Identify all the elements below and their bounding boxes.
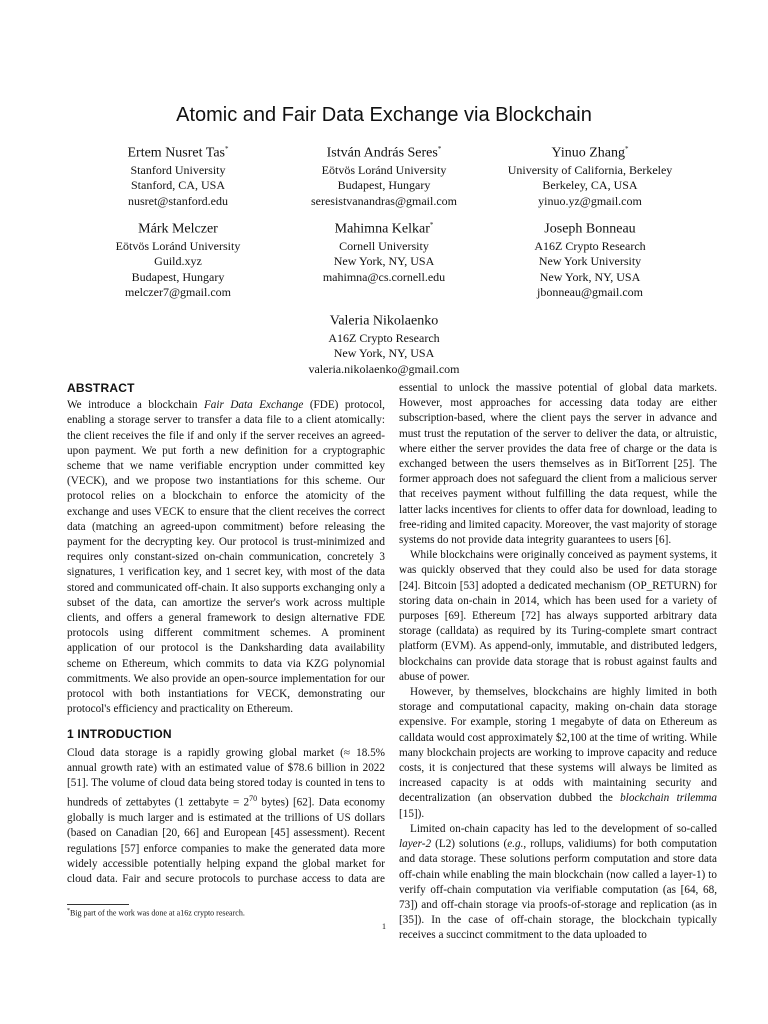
footnote [67, 906, 385, 919]
author-block [480, 216, 700, 301]
author-name: Márk Melczer [138, 221, 218, 237]
footnote-mark: * [67, 908, 70, 914]
author-block [68, 216, 288, 301]
author-block [274, 216, 494, 285]
left-column [67, 381, 385, 887]
author-affiliation: New York, NY, USA [539, 269, 641, 284]
author-affiliation: Berkeley, CA, USA [542, 178, 638, 193]
author-mark: * [225, 145, 229, 153]
author-block [274, 308, 494, 377]
intro-paragraph-4: Limited on-chain capacity has led to the development of so-called layer-2 (L2) solutions (e.g., rollups, validiums) for both computation and data storage. These solutions perform computation and store data off-chain while enabling the main blockchain (now called a layer-1) to verify off-chain computation via verifiable computation (as [64, 68, 73]) and off-chain storage via proofs-of-storage and replication (as in [35]). In the case of off-chain storage, the blockchain typically receives a succinct commitment to the data uploaded to [399, 822, 717, 942]
author-block [68, 140, 288, 209]
abstract-text: We introduce a blockchain Fair Data Exchange (FDE) protocol, enabling a storage server to transfer a data file to a client atomically: the client receives the file if and only if the server receives an agreed-upon payment. We put forth a new definition for a cryptographic scheme that we name verifiable encryption under committed key (VECK), and we propose two instantiations for this scheme. Our protocol relies on a blockchain to enforce the atomicity of the exchange and uses VECK to ensure that the client receives the correct data (matching an agreed-upon commitment) before releasing the payment for the decrypting key. Our protocol is trust-minimized and requires only constant-sized on-chain communication, concretely 3 signatures, 1 verification key, and 1 secret key, with most of the data stored and communicated off-chain. It also supports exchanging only a subset of the data, can amortize the server's work across multiple clients, and offers a general framework to design alternative FDE protocols using different commitment schemes. A prominent application of our protocol is the Danksharding data availability scheme on Ethereum, which commits to data via KZG polynomial commitments. We also provide an open-source implementation for our protocol with both instantiations for VECK, demonstrating our protocol's efficiency and practicality on Ethereum. [67, 399, 385, 716]
author-affiliation: New York University [538, 254, 642, 269]
intro-paragraph-1: Cloud data storage is a rapidly growing global market (≈ 18.5% annual growth rate) with an estimated value of $78.6 billion in 2022 [51]. The volume of cloud data being stored today is counted in tens to hundreds of zettabytes (1 zettabyte = $2^{70}$ bytes) [62]. Data economy globally is much larger and is estimated at the trillions of US dollars (based on Canadian [20, 66] and European [45] assessment). Recent regulations [57] enforce companies to make the generated data more widely accessible potentially helping expand the global market for cloud data. Fair and secure protocols to purchase access to data are [67, 746, 385, 886]
author-block [480, 140, 700, 209]
author-affiliation: Eötvös Loránd University [115, 238, 241, 253]
author-affiliation: A16Z Crypto Research [328, 330, 440, 345]
author-mark: * [437, 145, 442, 153]
intro-paragraph-2: While blockchains were originally conceived as payment systems, it was quickly observed that they could also be used for data storage [24]. Bitcoin [53] adopted a dedicated mechanism (OP_RETURN) for storing data on-chain in 2014, which has been used for a variety of purposes [69]. Ethereum [72] has always supported arbitrary data storage (calldata) as required by its Turing-complete smart contract platform (EVM). As append-only, immutable, and distributed ledgers, blockchains can provide data storage that is robust against faults and abuse of power. [399, 549, 717, 683]
author-name: Joseph Bonneau [544, 221, 636, 237]
author-affiliation: Budapest, Hungary [337, 178, 431, 193]
author-email: yinuo.yz@gmail.com [538, 193, 642, 208]
author-email: jbonneau@gmail.com [536, 285, 644, 300]
author-name: Mahimna Kelkar* [334, 221, 434, 237]
author-mark: * [625, 145, 629, 153]
author-affiliation: Budapest, Hungary [131, 269, 225, 284]
footnote-text: Big part of the work was done at a16z crypto research. [70, 908, 245, 918]
abstract-heading: ABSTRACT [67, 381, 135, 395]
author-email: melczer7@gmail.com [124, 285, 231, 300]
author-affiliation: New York, NY, USA [333, 254, 435, 269]
author-affiliation: Stanford, CA, USA [130, 178, 225, 193]
author-email: seresistvanandras@gmail.com [310, 193, 457, 208]
author-email: valeria.nikolaenko@gmail.com [308, 361, 460, 376]
author-mark: * [429, 221, 434, 229]
intro-paragraph-1-continued: essential to unlock the massive potential of global data markets. However, most approaches for accessing data today are either subscription-based, where the client pays the server in advance and must trust the reputation of the server to deliver the data, or altruistic, where either the server provides the data free of charge or the data is exchanged between the users themselves as in BitTorrent [25]. The former approach does not safeguard the client from a malicious server that receives payment without fulfilling the data request, while the latter lacks incentives for clients to offer data for download, leading to free-riding and limited capacity. Moreover, the vast majority of storage systems do not provide data integrity guarantees to users [6]. [399, 382, 717, 547]
author-affiliation: A16Z Crypto Research [534, 238, 646, 253]
author-name: Ertem Nusret Tas* [127, 145, 229, 161]
author-name: Yinuo Zhang* [551, 145, 629, 161]
paper-title: Atomic and Fair Data Exchange via Blockchain [176, 104, 592, 126]
author-email: nusret@stanford.edu [127, 193, 229, 208]
author-affiliation: Guild.xyz [154, 254, 202, 269]
author-block [274, 140, 494, 209]
introduction-heading: 1 INTRODUCTION [67, 727, 172, 742]
author-name: István András Seres* [326, 145, 442, 161]
author-affiliation: Stanford University [130, 162, 226, 177]
author-name: Valeria Nikolaenko [329, 313, 439, 329]
page-number: 1 [382, 922, 386, 931]
footnote-rule [67, 904, 129, 905]
author-affiliation: Eötvös Loránd University [321, 162, 447, 177]
intro-paragraph-3: However, by themselves, blockchains are highly limited in both storage and computational capacity, making on-chain data storage expensive. For example, storing 1 megabyte of data on Ethereum as calldata would cost approximately $2,100 at the time of writing. While many blockchain projects are working to improve capacity and reduce costs, it is conjectured that these systems will always be limited as increased capacity is at odds with maintaining security and decentralization (an observation dubbed the blockchain trilemma [15]). [399, 686, 717, 820]
right-column [399, 381, 717, 944]
author-affiliation: Cornell University [339, 238, 429, 253]
author-email: mahimna@cs.cornell.edu [322, 269, 446, 284]
author-affiliation: University of California, Berkeley [507, 162, 673, 177]
author-affiliation: New York, NY, USA [333, 346, 435, 361]
